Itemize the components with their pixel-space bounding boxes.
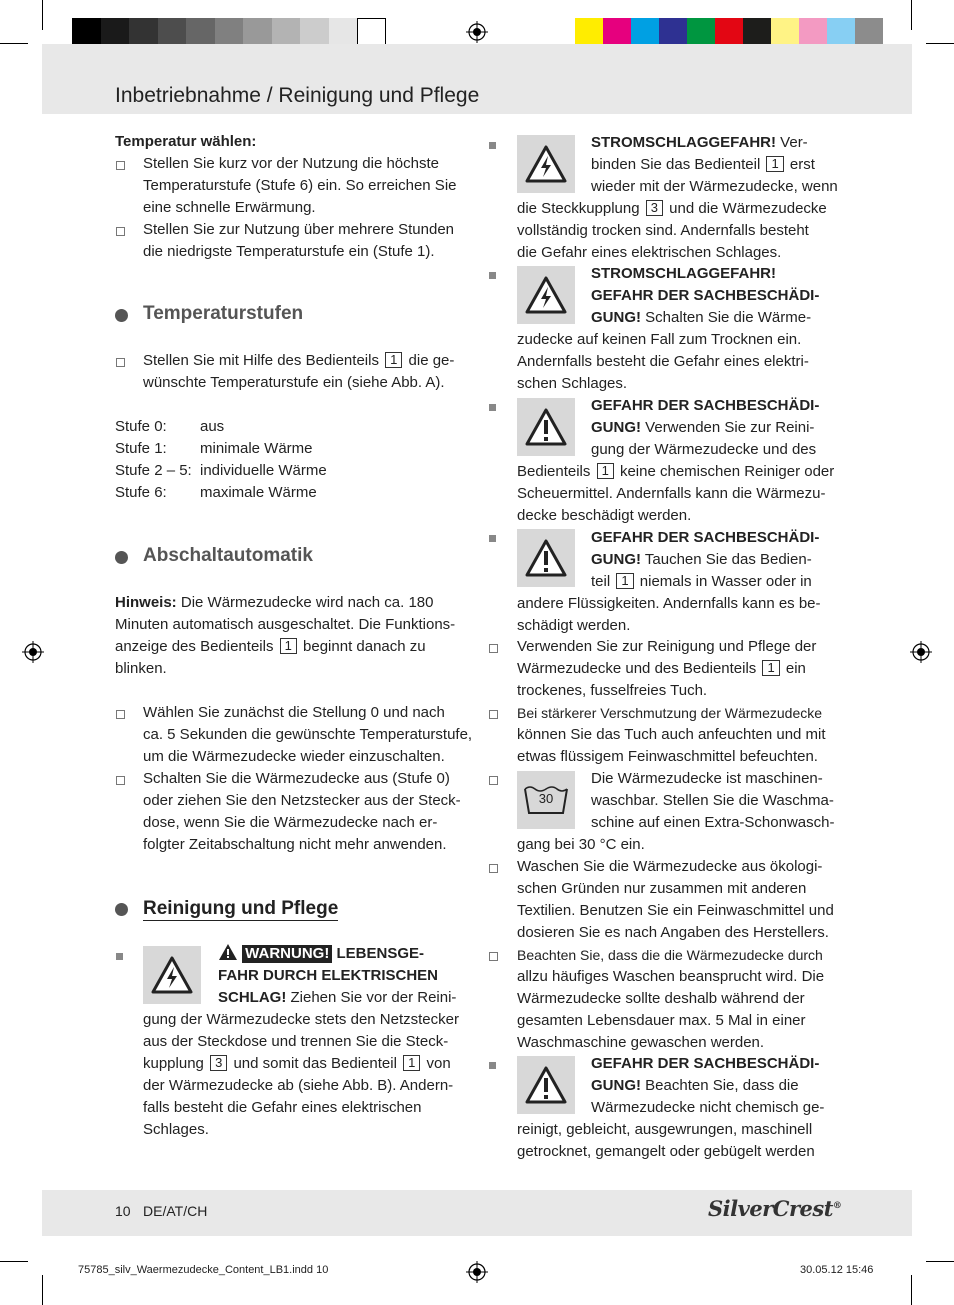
warning-line: Bedienteils 1 keine chemischen Reiniger oder [517, 463, 835, 480]
warning-line: decke beschädigt werden. [517, 507, 692, 524]
list-item-line: dose, wenn Sie die Wärmezudecke nach er- [143, 814, 438, 831]
bullet-square-icon [489, 1062, 496, 1069]
registration-mark-icon [466, 21, 488, 43]
section-bullet-icon [115, 551, 128, 564]
warning-line: die Gefahr eines elektrischen Schlages. [517, 244, 782, 261]
checkbox-icon [489, 864, 498, 873]
section-bullet-icon [115, 903, 128, 916]
warning-line: der Wärmezudecke ab (siehe Abb. B). Andern- [143, 1077, 454, 1094]
list-item-line: Stellen Sie kurz vor der Nutzung die höchste [143, 155, 439, 172]
registration-mark-icon [22, 641, 44, 663]
wash-temperature: 30 [538, 791, 554, 806]
list-item-line: Stellen Sie mit Hilfe des Bedienteils 1 die ge- [143, 352, 455, 369]
exclamation-warning-icon [517, 1056, 575, 1114]
warning-line: gung der Wärmezudecke und des [591, 441, 817, 458]
gray-swatch [243, 18, 272, 45]
checkbox-icon [116, 776, 125, 785]
list-item-line: Wählen Sie zunächst die Stellung 0 und nach [143, 704, 445, 721]
crop-mark [911, 0, 912, 30]
color-swatch [855, 18, 883, 45]
stufe-key: Stufe 1: [115, 440, 167, 457]
checkbox-icon [116, 358, 125, 367]
warning-line: reinigt, gebleicht, ausgewrungen, maschinell [517, 1121, 813, 1138]
color-swatch [827, 18, 855, 45]
list-item-line: Waschen Sie die Wärmezudecke aus ökologi- [517, 858, 823, 875]
gray-swatch [357, 18, 386, 45]
warning-line: falls besteht die Gefahr eines elektrischen [143, 1099, 422, 1116]
list-item-line: schen Gründen nur zusammen mit anderen [517, 880, 807, 897]
list-item-line: folgter Zeitabschaltung nicht mehr anwenden. [143, 836, 447, 853]
lightning-warning-icon [143, 946, 201, 1004]
warning-line: Schlages. [143, 1121, 209, 1138]
registration-mark-icon [910, 641, 932, 663]
warning-line: GEFAHR DER SACHBESCHÄDI- [591, 1055, 820, 1072]
gray-swatch [272, 18, 301, 45]
list-item-line: ca. 5 Sekunden die gewünschte Temperaturstufe, [143, 726, 473, 743]
registration-mark-icon [466, 1261, 488, 1283]
color-swatch [771, 18, 799, 45]
page-number: 10 [115, 1203, 131, 1219]
gray-swatch [129, 18, 158, 45]
warning-line: andere Flüssigkeiten. Andernfalls kann es be- [517, 595, 821, 612]
checkbox-icon [116, 710, 125, 719]
list-item-line: können Sie das Tuch auch anfeuchten und mit [517, 726, 826, 743]
warning-line: zudecke auf keinen Fall zum Trocknen ein. [517, 331, 802, 348]
crop-mark [0, 43, 28, 44]
temp-heading: Temperatur wählen: [115, 133, 257, 150]
warning-line: aus der Steckdose und trennen Sie die Steck- [143, 1033, 449, 1050]
hinweis-line: Hinweis: Die Wärmezudecke wird nach ca. 180 [115, 594, 434, 611]
list-item-line: Die Wärmezudecke ist maschinen- [591, 770, 823, 787]
list-item-line: allzu häufiges Waschen beansprucht wird. Die [517, 968, 825, 985]
bullet-square-icon [489, 142, 496, 149]
color-swatch [687, 18, 715, 45]
section-heading: Abschaltautomatik [143, 545, 313, 566]
color-swatch [799, 18, 827, 45]
warning-line: GUNG! Tauchen Sie das Bedien- [591, 551, 812, 568]
hinweis-line: blinken. [115, 660, 167, 677]
warning-line: Andernfalls besteht die Gefahr eines elektri- [517, 353, 809, 370]
lightning-warning-icon [517, 266, 575, 324]
warning-line: GEFAHR DER SACHBESCHÄDI- [591, 287, 820, 304]
list-item-line: Stellen Sie zur Nutzung über mehrere Stunden [143, 221, 455, 238]
warning-line: WARNUNG! LEBENSGE- [218, 943, 424, 965]
stufe-key: Stufe 2 – 5: [115, 462, 192, 479]
warning-line: GUNG! Verwenden Sie zur Reini- [591, 419, 815, 436]
list-item-line: gesamten Lebensdauer max. 5 Mal in einer [517, 1012, 806, 1029]
warning-line: gung der Wärmezudecke stets den Netzstecker [143, 1011, 459, 1028]
crop-mark [0, 1261, 28, 1262]
list-item-line: eine schnelle Erwärmung. [143, 199, 316, 216]
warning-line: Scheuermittel. Andernfalls kann die Wärmezu- [517, 485, 826, 502]
list-item-line: Wärmezudecke und des Bedienteils 1 ein [517, 660, 806, 677]
section-heading: Reinigung und Pflege [143, 898, 339, 919]
exclamation-warning-icon [517, 398, 575, 456]
crop-mark [42, 0, 43, 30]
stufe-value: aus [200, 418, 225, 435]
wash-30-icon [517, 771, 575, 829]
color-swatch [603, 18, 631, 45]
warning-line: kupplung 3 und somit das Bedienteil 1 von [143, 1055, 451, 1072]
list-item-line: Waschmaschine gewaschen werden. [517, 1034, 765, 1051]
list-item-line: etwas flüssigem Feinwaschmittel befeuchten. [517, 748, 818, 765]
slug-date: 30.05.12 15:46 [800, 1264, 874, 1276]
warning-line: GEFAHR DER SACHBESCHÄDI- [591, 529, 820, 546]
list-item-line: Textilien. Benutzen Sie ein Feinwaschmittel und [517, 902, 834, 919]
stufe-value: minimale Wärme [200, 440, 313, 457]
warning-line: GUNG! Schalten Sie die Wärme- [591, 309, 812, 326]
gray-swatch [186, 18, 215, 45]
gray-swatch [72, 18, 101, 45]
checkbox-icon [489, 776, 498, 785]
checkbox-icon [489, 644, 498, 653]
region-label: DE/AT/CH [143, 1203, 208, 1219]
warning-line: wieder mit der Wärmezudecke, wenn [591, 178, 838, 195]
crop-mark [911, 1275, 912, 1305]
warning-line: teil 1 niemals in Wasser oder in [591, 573, 812, 590]
crop-mark [42, 1275, 43, 1305]
list-item-line: Verwenden Sie zur Reinigung und Pflege der [517, 638, 817, 655]
warning-line: die Steckkupplung 3 und die Wärmezudecke [517, 200, 827, 217]
slug-file: 75785_silv_Waermezudecke_Content_LB1.indd 10 [78, 1264, 329, 1276]
list-item-line: Wärmezudecke sollte deshalb während der [517, 990, 805, 1007]
silvercrest-logo: SilverCrest® [708, 1196, 842, 1221]
warning-triangle-icon [218, 943, 238, 961]
section-heading: Temperaturstufen [143, 303, 304, 324]
bullet-square-icon [489, 535, 496, 542]
list-item-line: trockenes, fusselfreies Tuch. [517, 682, 708, 699]
crop-mark [926, 43, 954, 44]
color-swatch [743, 18, 771, 45]
gray-swatch [101, 18, 130, 45]
color-swatch [631, 18, 659, 45]
warning-line: FAHR DURCH ELEKTRISCHEN [218, 967, 439, 984]
warning-line: SCHLAG! Ziehen Sie vor der Reini- [218, 989, 457, 1006]
warning-line: GEFAHR DER SACHBESCHÄDI- [591, 397, 820, 414]
checkbox-icon [489, 710, 498, 719]
warning-line: STROMSCHLAGGEFAHR! [591, 265, 776, 282]
gray-swatch [215, 18, 244, 45]
bullet-square-icon [116, 953, 123, 960]
checkbox-icon [116, 227, 125, 236]
warning-line: schädigt werden. [517, 617, 631, 634]
hinweis-line: anzeige des Bedienteils 1 beginnt danach zu [115, 638, 426, 655]
warning-line: GUNG! Beachten Sie, dass die [591, 1077, 799, 1094]
stufe-value: individuelle Wärme [200, 462, 327, 479]
warning-line: binden Sie das Bedienteil 1 erst [591, 156, 815, 173]
gray-swatch [329, 18, 358, 45]
list-item-line: gang bei 30 °C ein. [517, 836, 645, 853]
gray-swatch [300, 18, 329, 45]
stufe-key: Stufe 6: [115, 484, 167, 501]
stufe-value: maximale Wärme [200, 484, 317, 501]
page-title: Inbetriebnahme / Reinigung und Pflege [115, 84, 480, 107]
gray-swatch [158, 18, 187, 45]
hinweis-line: Minuten automatisch ausgeschaltet. Die Funktions- [115, 616, 456, 633]
list-item-line: um die Wärmezudecke wieder einzuschalten. [143, 748, 445, 765]
exclamation-warning-icon [517, 529, 575, 587]
stufe-key: Stufe 0: [115, 418, 167, 435]
list-item-line: Bei stärkerer Verschmutzung der Wärmezudecke [517, 705, 823, 721]
list-item-line: schine auf einen Extra-Schonwasch- [591, 814, 835, 831]
list-item-line: wünschte Temperaturstufe ein (siehe Abb. A). [143, 374, 445, 391]
bullet-square-icon [489, 404, 496, 411]
list-item-line: Temperaturstufe (Stufe 6) ein. So erreichen Sie [143, 177, 457, 194]
lightning-warning-icon [517, 135, 575, 193]
warning-line: STROMSCHLAGGEFAHR! Ver- [591, 134, 808, 151]
warning-line: getrocknet, gemangelt oder gebügelt werden [517, 1143, 815, 1160]
checkbox-icon [489, 952, 498, 961]
list-item-line: waschbar. Stellen Sie die Waschma- [591, 792, 834, 809]
checkbox-icon [116, 161, 125, 170]
section-bullet-icon [115, 309, 128, 322]
color-swatch [715, 18, 743, 45]
warning-line: vollständig trocken sind. Andernfalls besteht [517, 222, 809, 239]
color-swatch [575, 18, 603, 45]
list-item-line: oder ziehen Sie den Netzstecker aus der Steck- [143, 792, 461, 809]
list-item-line: dosieren Sie es nach Angaben des Herstellers. [517, 924, 829, 941]
list-item-line: Beachten Sie, dass die die Wärmezudecke durch [517, 947, 823, 963]
list-item-line: Schalten Sie die Wärmezudecke aus (Stufe 0) [143, 770, 450, 787]
warning-line: Wärmezudecke nicht chemisch ge- [591, 1099, 825, 1116]
color-swatch [659, 18, 687, 45]
warning-line: schen Schlages. [517, 375, 628, 392]
list-item-line: die niedrigste Temperaturstufe ein (Stufe 1). [143, 243, 435, 260]
bullet-square-icon [489, 272, 496, 279]
crop-mark [926, 1261, 954, 1262]
